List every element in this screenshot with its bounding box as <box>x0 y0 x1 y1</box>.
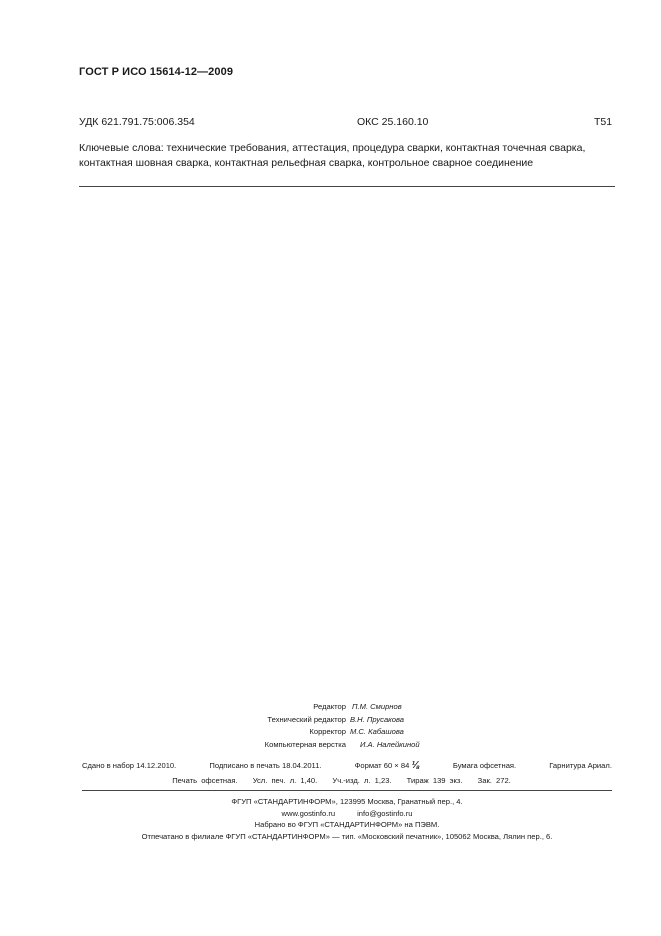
publisher-info <box>82 796 612 842</box>
printed-sheets: Усл. печ. л. 1,40. <box>252 776 318 785</box>
print-type: Печать офсетная. <box>172 776 238 785</box>
print-info-row-2 <box>82 773 612 788</box>
corrector-label: Корректор <box>309 727 346 736</box>
divider-top <box>79 186 615 187</box>
order-number: Зак. 272. <box>477 776 511 785</box>
keywords <box>79 141 619 171</box>
staff-labels <box>0 701 346 751</box>
publisher-email[interactable]: info@gostinfo.ru <box>357 808 413 818</box>
publisher-address: ФГУП «СТАНДАРТИНФОРМ», 123995 Москва, Гранатный пер., 4. <box>231 797 463 806</box>
classification-code: Т51 <box>594 116 613 128</box>
staff-names <box>349 701 420 751</box>
editor-label: Редактор <box>313 702 346 711</box>
paper-type: Бумага офсетная. <box>452 761 517 770</box>
keywords-line-1: Ключевые слова: технические требования, аттестация, процедура сварки, контактная точечная сварка, <box>79 142 586 154</box>
publisher-contacts <box>82 808 612 820</box>
publishing-sheets: Уч.-изд. л. 1,23. <box>332 776 392 785</box>
divider-bottom <box>82 790 612 791</box>
publisher-website[interactable]: www.gostinfo.ru <box>281 808 336 818</box>
tech-editor-label: Технический редактор <box>267 714 346 724</box>
oks-code: ОКС 25.160.10 <box>357 116 429 128</box>
signed-date: Подписано в печать 18.04.2011. <box>209 761 322 770</box>
print-run: Тираж 139 экз. <box>406 776 463 785</box>
corrector-name: М.С. Кабашова <box>350 727 404 736</box>
format-fraction: ⅛ <box>411 760 420 771</box>
document-code: ГОСТ Р ИСО 15614-12—2009 <box>79 66 234 78</box>
layout-label: Компьютерная верстка <box>264 739 346 749</box>
typeset-info: Набрано во ФГУП «СТАНДАРТИНФОРМ» на ПЭВМ. <box>254 820 440 829</box>
editor-name: П.М. Смирнов <box>352 702 402 711</box>
format: Формат 60 × 84 ⅛ <box>354 760 420 771</box>
print-info <box>82 758 612 788</box>
udk-code: УДК 621.791.75:006.354 <box>79 116 195 128</box>
submitted-date: Сдано в набор 14.12.2010. <box>82 761 177 770</box>
font-family-info: Гарнитура Ариал. <box>549 761 612 770</box>
keywords-line-2: контактная шовная сварка, контактная рельефная сварка, контрольное сварное соединение <box>79 157 534 169</box>
printed-info: Отпечатано в филиале ФГУП «СТАНДАРТИНФОРМ» — тип. «Московский печатник», 105062 Москва, Лялин пер., 6. <box>141 831 553 841</box>
layout-name: И.А. Налейкиной <box>360 739 420 749</box>
print-info-row-1 <box>82 758 612 773</box>
tech-editor-name: В.Н. Прусакова <box>350 714 404 724</box>
